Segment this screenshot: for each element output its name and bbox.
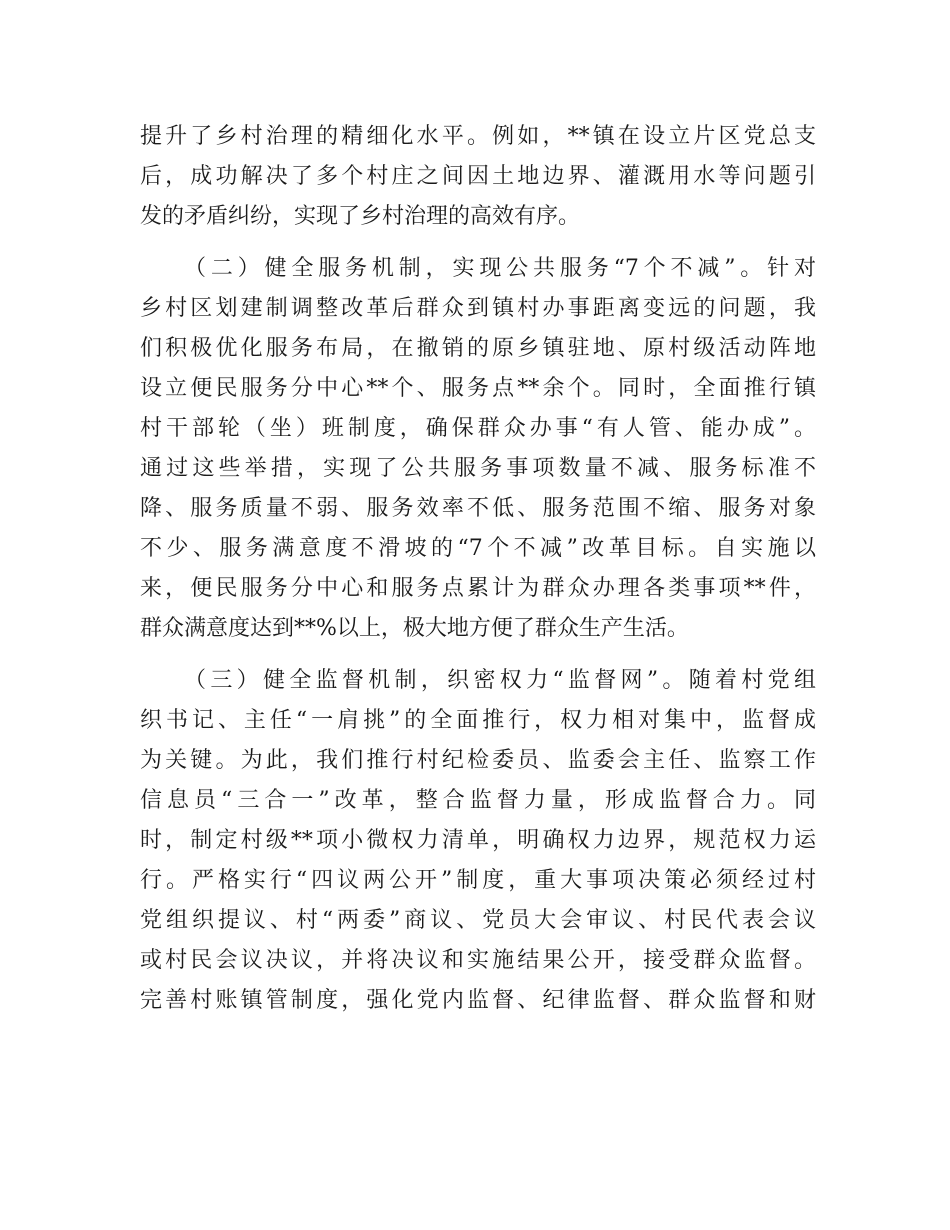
text-line: 通过这些举措，实现了公共服务事项数量不减、服务标准不 bbox=[140, 456, 816, 481]
paragraph-service-mechanism bbox=[140, 249, 816, 649]
paragraph-supervision-mechanism bbox=[140, 661, 816, 1021]
text-line: 织书记、主任“一肩挑”的全面推行，权力相对集中，监督成 bbox=[140, 708, 816, 733]
text-line: 时，制定村级**项小微权力清单，明确权力边界，规范权力运 bbox=[140, 828, 816, 853]
text-line: 群众满意度达到**%以上，极大地方便了群众生产生活。 bbox=[140, 616, 689, 641]
text-line: 来，便民服务分中心和服务点累计为群众办理各类事项**件， bbox=[140, 576, 816, 601]
text-line: 行。严格实行“四议两公开”制度，重大事项决策必须经过村 bbox=[140, 868, 816, 893]
text-line: 完善村账镇管制度，强化党内监督、纪律监督、群众监督和财 bbox=[140, 988, 816, 1013]
text-line: 后，成功解决了多个村庄之间因土地边界、灌溉用水等问题引 bbox=[140, 164, 816, 189]
text-line: 不少、服务满意度不滑坡的“7个不减”改革目标。自实施以 bbox=[140, 536, 816, 561]
text-line: （二）健全服务机制，实现公共服务“7个不减”。针对 bbox=[184, 256, 816, 281]
text-line: 或村民会议决议，并将决议和实施结果公开，接受群众监督。 bbox=[140, 948, 816, 973]
paragraph-governance-result bbox=[140, 117, 816, 237]
text-line: 乡村区划建制调整改革后群众到镇村办事距离变远的问题，我 bbox=[140, 296, 816, 321]
text-line: 信息员“三合一”改革，整合监督力量，形成监督合力。同 bbox=[140, 788, 816, 813]
text-line: 为关键。为此，我们推行村纪检委员、监委会主任、监察工作 bbox=[140, 748, 816, 773]
text-line: 设立便民服务分中心**个、服务点**余个。同时，全面推行镇 bbox=[140, 376, 816, 401]
document-body bbox=[140, 117, 816, 1033]
text-line: 发的矛盾纠纷，实现了乡村治理的高效有序。 bbox=[140, 204, 581, 229]
text-line: （三）健全监督机制，织密权力“监督网”。随着村党组 bbox=[184, 668, 816, 693]
text-line: 提升了乡村治理的精细化水平。例如，**镇在设立片区党总支 bbox=[140, 124, 816, 149]
text-line: 村干部轮（坐）班制度，确保群众办事“有人管、能办成”。 bbox=[140, 416, 816, 441]
text-line: 降、服务质量不弱、服务效率不低、服务范围不缩、服务对象 bbox=[140, 496, 816, 521]
text-line: 们积极优化服务布局，在撤销的原乡镇驻地、原村级活动阵地 bbox=[140, 336, 816, 361]
text-line: 党组织提议、村“两委”商议、党员大会审议、村民代表会议 bbox=[140, 908, 816, 933]
